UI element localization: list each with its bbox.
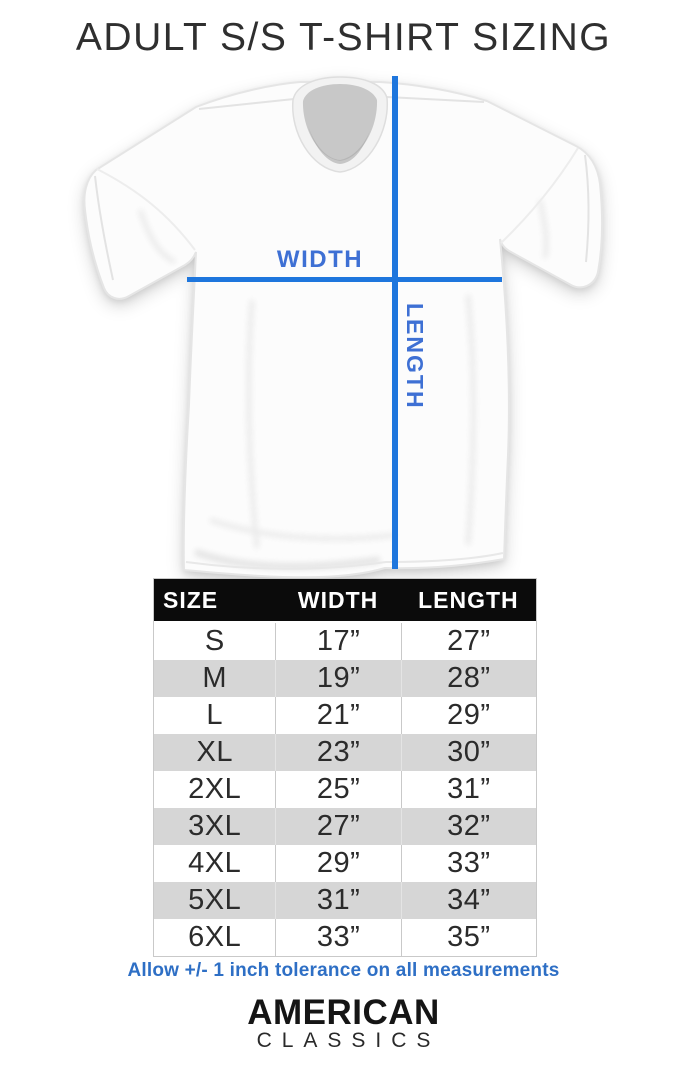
table-row (154, 623, 536, 660)
cell-length: 35” (401, 919, 536, 956)
table-header-row (154, 579, 536, 623)
cell-size: 4XL (188, 847, 242, 879)
table-row (154, 882, 536, 919)
cell-width: 33” (275, 919, 400, 956)
brand-logo (0, 993, 687, 1052)
table-row (154, 808, 536, 845)
cell-width: 17” (275, 623, 400, 660)
page-title: ADULT S/S T-SHIRT SIZING (75, 16, 612, 59)
length-label: LENGTH (402, 303, 428, 410)
cell-length: 31” (401, 771, 536, 808)
cell-size: 2XL (188, 773, 242, 805)
cell-length: 33” (401, 845, 536, 882)
width-measure-line (187, 277, 502, 282)
cell-width: 31” (275, 882, 400, 919)
cell-size: M (202, 662, 228, 694)
cell-length: 27” (401, 623, 536, 660)
tshirt-graphic (60, 70, 640, 585)
cell-size: S (204, 625, 225, 657)
cell-size: XL (196, 736, 233, 768)
table-row (154, 660, 536, 697)
table-row (154, 697, 536, 734)
header-cell-size: SIZE (163, 586, 219, 613)
brand-name-primary: AMERICAN (247, 993, 440, 1032)
cell-width: 27” (275, 808, 400, 845)
table-row (154, 771, 536, 808)
cell-width: 29” (275, 845, 400, 882)
cell-width: 25” (275, 771, 400, 808)
width-label: WIDTH (276, 246, 364, 273)
cell-length: 28” (401, 660, 536, 697)
cell-length: 32” (401, 808, 536, 845)
header-cell-width: WIDTH (297, 586, 379, 613)
cell-length: 30” (401, 734, 536, 771)
cell-size: 3XL (188, 810, 242, 842)
length-measure-line (392, 76, 398, 569)
cell-width: 23” (275, 734, 400, 771)
table-row (154, 845, 536, 882)
size-table (153, 578, 537, 957)
table-row (154, 734, 536, 771)
cell-size: 5XL (188, 884, 242, 916)
header-cell-length: LENGTH (418, 586, 519, 613)
table-row (154, 919, 536, 956)
cell-length: 34” (401, 882, 536, 919)
cell-size: L (206, 699, 224, 731)
cell-length: 29” (401, 697, 536, 734)
cell-width: 21” (275, 697, 400, 734)
cell-size: 6XL (188, 921, 242, 953)
tolerance-note: Allow +/- 1 inch tolerance on all measurements (127, 960, 560, 981)
brand-name-secondary: CLASSICS (256, 1029, 441, 1052)
cell-width: 19” (275, 660, 400, 697)
